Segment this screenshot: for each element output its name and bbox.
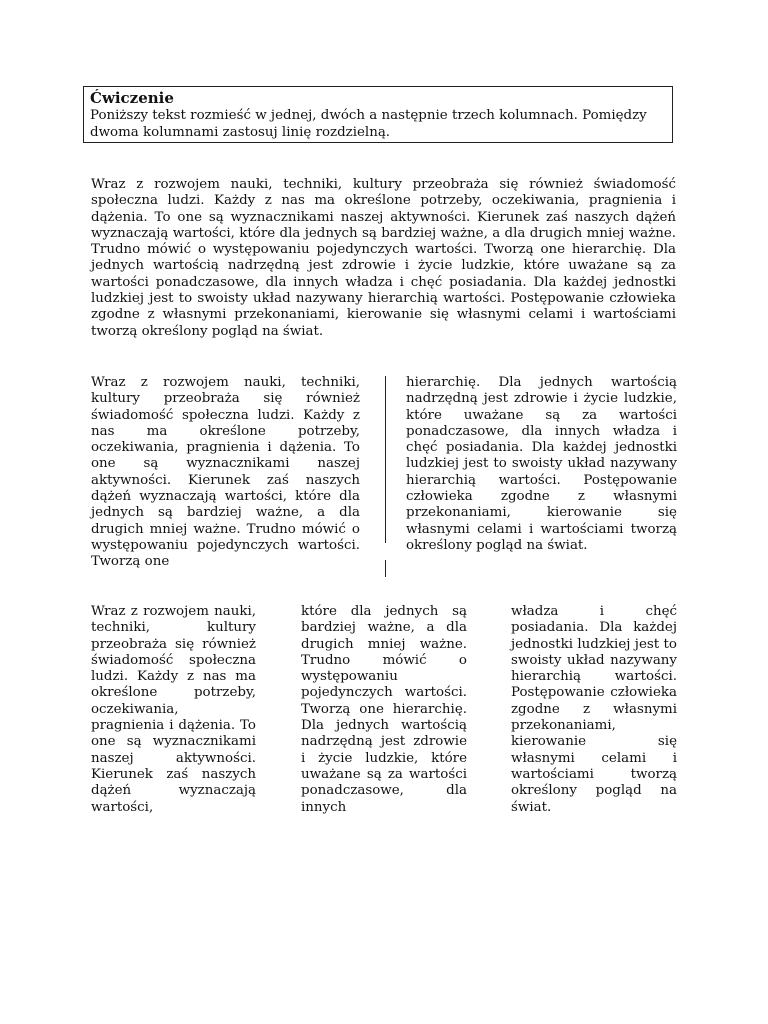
- exercise-title: Ćwiczenie: [90, 89, 174, 107]
- three-column-third-text: władza i chęć posiadania. Dla każdej jednostki ludzkiej jest to swoisty układ nazywany hierarchią wartości. Postępowanie człowieka zgodne z własnymi przekonaniami, kierowanie się własnymi celami i wartościami tworzą określony pogląd na świat.: [511, 604, 677, 815]
- column-separator-line: [385, 376, 386, 543]
- column-separator-line-fragment: [385, 560, 386, 577]
- three-column-first-text: Wraz z rozwojem nauki, techniki, kultury przeobraża się również świadomość społeczna ludzi. Każdy z nas ma określone potrzeby, oczekiwania, pragnienia i dążenia. To one są wyznacznikami naszej aktywności. Kierunek zaś naszych dążeń wyznaczają wartości,: [91, 604, 256, 815]
- two-column-left-text: Wraz z rozwojem nauki, techniki, kultury przeobraża się również świadomość społeczna ludzi. Każdy z nas ma określone potrzeby, oczekiwania, pragnienia i dążenia. To one są wyznacznikami naszej aktywności. Kierunek zaś naszych dążeń wyznaczają wartości, które dla jednych są bardziej ważne, a dla drugich mniej ważne. Trudno mówić o występowaniu pojedynczych wartości. Tworzą one: [91, 375, 360, 570]
- one-column-text: Wraz z rozwojem nauki, techniki, kultury przeobraża się również świadomość społeczna ludzi. Każdy z nas ma określone potrzeby, oczekiwania, pragnienia i dążenia. To one są wyznacznikami naszej aktywności. Kierunek zaś naszych dążeń wyznaczają wartości, które dla jednych są bardziej ważne, a dla drugich mniej ważne. Trudno mówić o występowaniu pojedynczych wartości. Tworzą one hierarchię. Dla jednych wartością nadrzędną jest zdrowie i życie ludzkie, które uważane są za wartości ponadczasowe, dla innych władza i chęć posiadania. Dla każdej jednostki ludzkiej jest to swoisty układ nazywany hierarchią wartości. Postępowanie człowieka zgodne z własnymi przekonaniami, kierowanie się własnymi celami i wartościami tworzą określony pogląd na świat.: [91, 177, 676, 339]
- three-column-second-text: które dla jednych są bardziej ważne, a dla drugich mniej ważne. Trudno mówić o występowaniu pojedynczych wartości. Tworzą one hierarchię. Dla jednych wartością nadrzędną jest zdrowie i życie ludzkie, które uważane są za wartości ponadczasowe, dla innych: [301, 604, 467, 815]
- exercise-instruction: Poniższy tekst rozmieść w jednej, dwóch a następnie trzech kolumnach. Pomiędzy dwoma kolumnami zastosuj linię rozdzielną.: [90, 108, 647, 140]
- exercise-box: [83, 86, 673, 143]
- two-column-right-text: hierarchię. Dla jednych wartością nadrzędną jest zdrowie i życie ludzkie, które uważane są za wartości ponadczasowe, dla innych władza i chęć posiadania. Dla każdej jednostki ludzkiej jest to swoisty układ nazywany hierarchią wartości. Postępowanie człowieka zgodne z własnymi przekonaniami, kierowanie się własnymi celami i wartościami tworzą określony pogląd na świat.: [406, 375, 677, 553]
